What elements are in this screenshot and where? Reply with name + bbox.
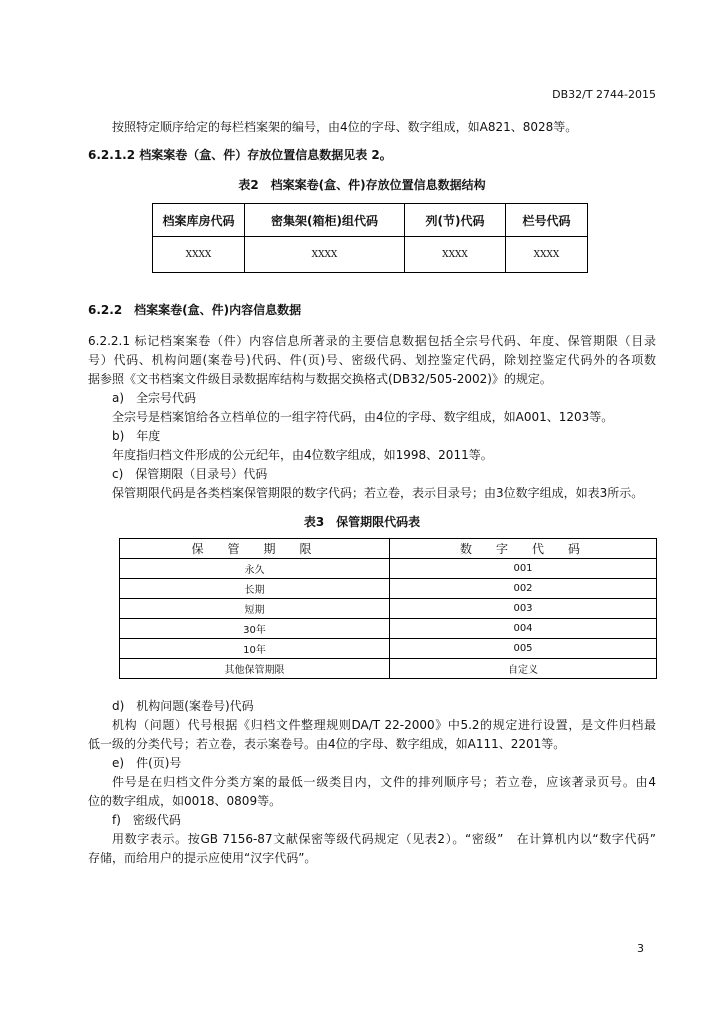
- table-header-row: [120, 539, 657, 559]
- item-a-heading: a) 全宗号代码: [112, 391, 197, 405]
- item-d-text: 机构（问题）代号根据《归档文件整理规则DA/T 22-2000》中5.2的规定进行设置，是文件归档最: [112, 718, 656, 732]
- section-6-2-2-heading: 6.2.2 档案案卷(盒、件)内容信息数据: [88, 303, 302, 317]
- table-cell: 002: [390, 579, 657, 599]
- table-cell: 003: [390, 599, 657, 619]
- table2-title: 表2 档案案卷(盒、件)存放位置信息数据结构: [238, 178, 486, 192]
- table3-title: 表3 保管期限代码表: [303, 515, 421, 529]
- table-cell: XXXX: [405, 237, 506, 273]
- paragraph-line: 6.2.2.1 标记档案案卷（件）内容信息所著录的主要信息数据包括全宗号代码、年度、保管期限（目录: [88, 334, 656, 348]
- table-row: [120, 619, 657, 639]
- table-cell: 长期: [120, 579, 390, 599]
- table-header-cell: 数 字 代 码: [390, 539, 657, 559]
- table-cell: 短期: [120, 599, 390, 619]
- item-f-text: 用数字表示。按GB 7156-87文献保密等级代码规定（见表2）。“密级” 在计算机内以“数字代码”: [112, 832, 656, 846]
- table-row: [153, 237, 588, 273]
- standard-code: DB32/T 2744-2015: [552, 88, 656, 101]
- table2-storage-location: [152, 203, 588, 273]
- clause-6-2-1-2: 6.2.1.2 档案案卷（盒、件）存放位置信息数据见表 2。: [88, 148, 392, 162]
- table-cell: 30年: [120, 619, 390, 639]
- table-cell: XXXX: [245, 237, 405, 273]
- item-c-text: 保管期限代码是各类档案保管期限的数字代码；若立卷，表示目录号；由3位数字组成，如表3所示。: [112, 486, 644, 500]
- item-e-text: 件号是在归档文件分类方案的最低一级类目内，文件的排列顺序号；若立卷，应该著录页号。由4: [112, 775, 656, 789]
- table-cell: 004: [390, 619, 657, 639]
- item-b-heading: b) 年度: [112, 429, 161, 443]
- item-d-heading: d) 机构问题(案卷号)代码: [112, 699, 254, 713]
- table-header-row: [153, 204, 588, 237]
- table-header-cell: 列(节)代码: [405, 204, 506, 237]
- table-cell: 001: [390, 559, 657, 579]
- item-b-text: 年度指归档文件形成的公元纪年，由4位数字组成，如1998、2011等。: [112, 448, 493, 462]
- paragraph-line: 号）代码、机构问题(案卷号)代码、件(页)号、密级代码、划控鉴定代码，除划控鉴定代码外的各项数: [88, 353, 656, 367]
- table-cell: 永久: [120, 559, 390, 579]
- table-header-cell: 档案库房代码: [153, 204, 245, 237]
- item-c-heading: c) 保管期限（目录号）代码: [112, 467, 268, 481]
- table-cell: 005: [390, 639, 657, 659]
- table-row: [120, 559, 657, 579]
- table-cell: 自定义: [390, 659, 657, 679]
- item-f-text: 存储，而给用户的提示应使用“汉字代码”。: [88, 851, 317, 865]
- item-d-text: 低一级的分类代号；若立卷，表示案卷号。由4位的字母、数字组成，如A111、2201等。: [88, 737, 566, 751]
- table-cell: 其他保管期限: [120, 659, 390, 679]
- item-e-text: 位的数字组成，如0018、0809等。: [88, 794, 282, 808]
- table-row: [120, 579, 657, 599]
- table3-retention-codes: [119, 538, 657, 679]
- table-cell: 10年: [120, 639, 390, 659]
- item-a-text: 全宗号是档案馆给各立档单位的一组字符代码，由4位的字母、数字组成，如A001、1203等。: [112, 410, 614, 424]
- item-e-heading: e) 件(页)号: [112, 756, 182, 770]
- paragraph-line: 按照特定顺序给定的每栏档案架的编号，由4位的字母、数字组成，如A821、8028等。: [112, 120, 578, 134]
- table-cell: XXXX: [153, 237, 245, 273]
- item-f-heading: f) 密级代码: [112, 813, 181, 827]
- table-header-cell: 保 管 期 限: [120, 539, 390, 559]
- table-row: [120, 639, 657, 659]
- table-header-cell: 栏号代码: [506, 204, 588, 237]
- table-row: [120, 659, 657, 679]
- table-cell: XXXX: [506, 237, 588, 273]
- page-number: 3: [637, 942, 644, 955]
- table-header-cell: 密集架(箱柜)组代码: [245, 204, 405, 237]
- paragraph-line: 据参照《文书档案文件级目录数据库结构与数据交换格式(DB32/505-2002)》的规定。: [88, 372, 552, 386]
- table-row: [120, 599, 657, 619]
